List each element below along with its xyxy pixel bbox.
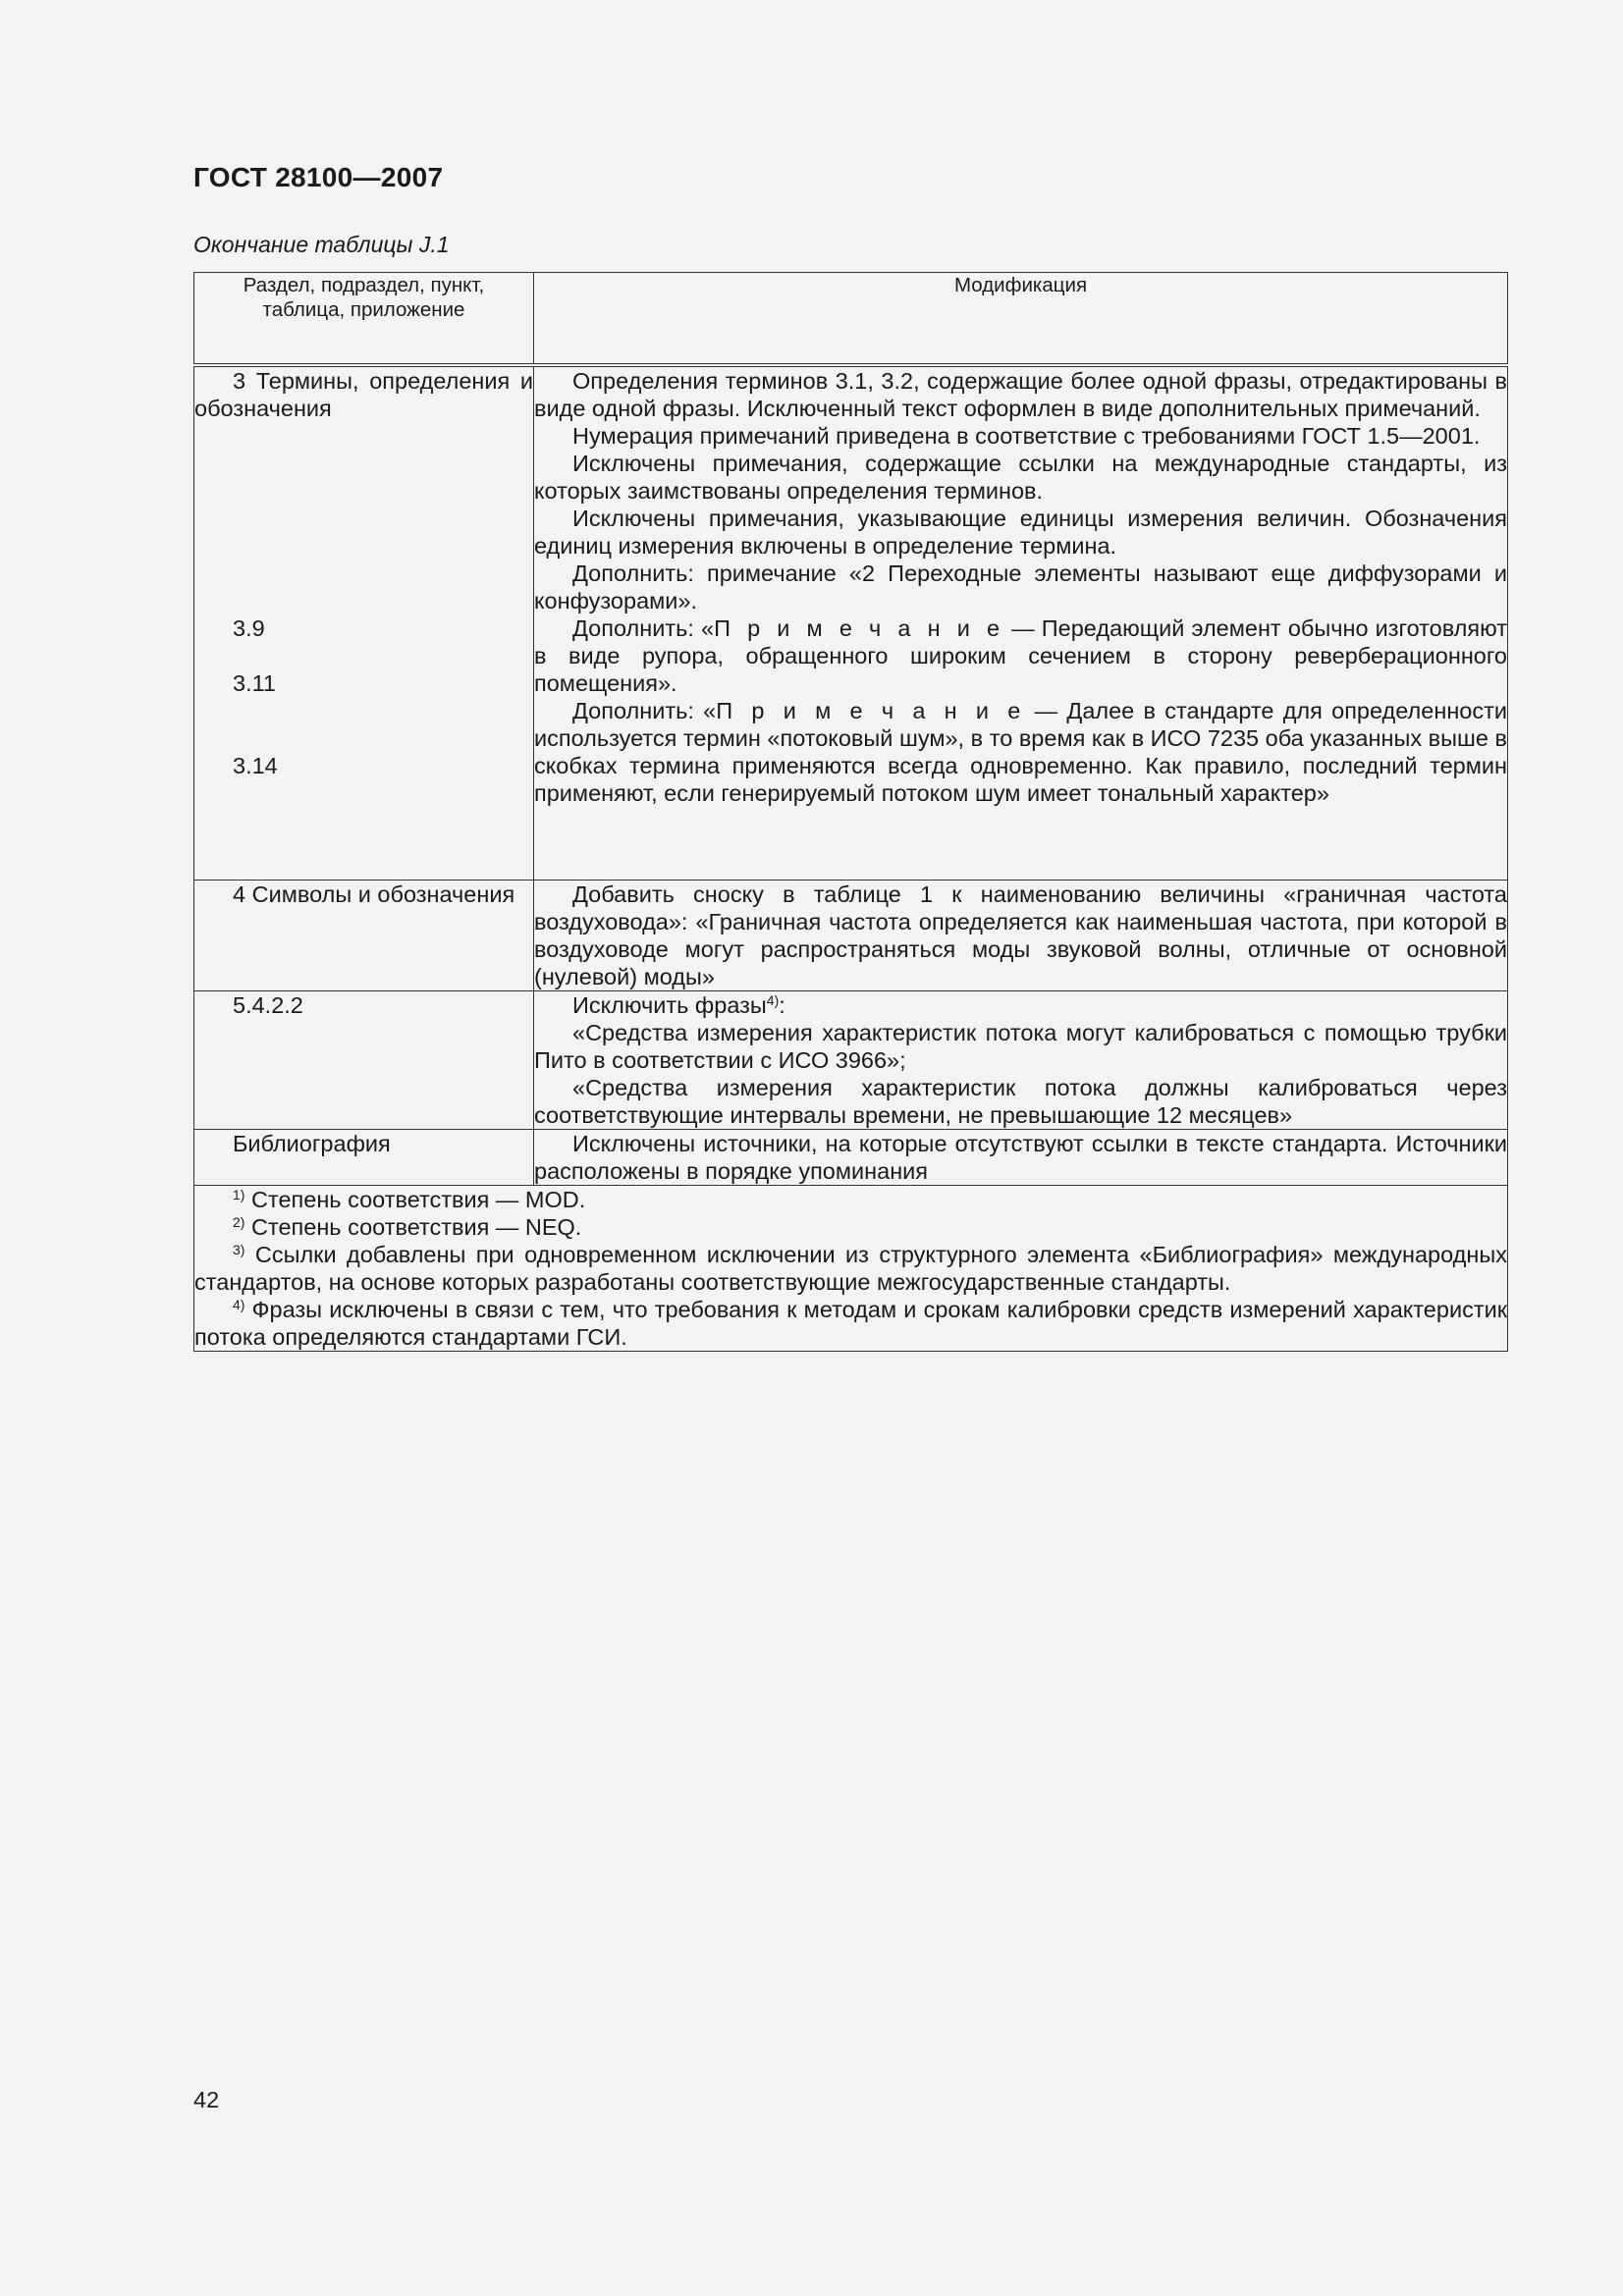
section-label: 5.4.2.2 — [233, 992, 303, 1018]
modification-paragraph: Добавить сноску в таблице 1 к наименованию величины «граничная частота воздуховода»: «Граничная частота определяется как наименьшая частота, при которой в воздуховоде могут распространяться моды звуковой волны, отличные от основной (нулевой) моды» — [534, 881, 1507, 989]
page-number: 42 — [193, 2087, 220, 2112]
footnote: $^{1)}$ Степень соответствия — MOD. — [233, 1187, 586, 1212]
table-row — [194, 991, 1508, 1130]
sub-reference: 3.14 — [233, 753, 278, 778]
document-id: ГОСТ 28100—2007 — [193, 162, 444, 192]
table-row — [194, 365, 1508, 881]
section-cell — [194, 881, 534, 991]
sub-reference: 3.9 — [233, 615, 265, 641]
column-header-modification: Модификация — [534, 273, 1508, 366]
section-cell — [194, 365, 534, 881]
modification-cell — [534, 365, 1508, 881]
footnote: $^{4)}$ Фразы исключены в связи с тем, что требования к методам и срокам калибровки средств измерений характеристик потока определяются стандартами ГСИ. — [194, 1297, 1507, 1350]
table-row — [194, 881, 1508, 991]
footnote: $^{3)}$ Ссылки добавлены при одновременном исключении из структурного элемента «Библиография» международных стандартов, на основе которых разработаны соответствующие межгосударственные стандарты. — [194, 1242, 1507, 1295]
modification-cell — [534, 881, 1508, 991]
modification-paragraph: Дополнить: примечание «2 Переходные элементы называют еще диффузорами и конфузорами». — [534, 561, 1507, 614]
modification-paragraph: Нумерация примечаний приведена в соответствие с требованиями ГОСТ 1.5—2001. — [572, 423, 1481, 449]
modification-paragraph: «Средства измерения характеристик потока должны калиброваться через соответствующие интервалы времени, не превышающие 12 месяцев» — [534, 1075, 1507, 1128]
section-label: Библиография — [233, 1131, 391, 1156]
modification-paragraph: Исключены примечания, содержащие ссылки на международные стандарты, из которых заимствованы определения терминов. — [534, 451, 1507, 504]
modification-paragraph: Исключены примечания, указывающие единицы измерения величин. Обозначения единиц измерения включены в определение термина. — [534, 506, 1507, 559]
modification-paragraph: Определения терминов 3.1, 3.2, содержащие более одной фразы, отредактированы в виде одной фразы. Исключенный текст оформлен в виде дополнительных примечаний. — [534, 368, 1507, 421]
modification-cell — [534, 991, 1508, 1130]
modification-paragraph: Исключить фразы$^{4)}$: — [572, 992, 785, 1018]
sub-reference: 3.11 — [233, 670, 276, 696]
table-header-row — [194, 273, 1508, 366]
modification-paragraph: Дополнить: «П р и м е ч а н и е — Далее в стандарте для определенности используется термин «потоковый шум», в то время как в ИСО 7235 оба указанных выше в скобках термина применяются всегда одновременно. Как правило, последний термин применяют, если генерируемый потоком шум имеет тональный характер» — [534, 698, 1508, 806]
footnotes-cell — [194, 1186, 1508, 1352]
table-caption: Окончание таблицы J.1 — [193, 232, 450, 257]
footnote-ref: 4) — [766, 992, 780, 1008]
note-label: П р и м е ч а н и е — [716, 698, 1026, 723]
modification-paragraph: Дополнить: «П р и м е ч а н и е — Передающий элемент обычно изготовляют в виде рупора, обращенного широким сечением в сторону реверберационного помещения». — [534, 615, 1507, 696]
section-label: 4 Символы и обозначения — [233, 881, 515, 907]
modifications-table — [193, 272, 1508, 1352]
section-label: 3 Термины, определения и обозначения — [194, 368, 533, 421]
section-cell — [194, 1130, 534, 1186]
footnotes-row — [194, 1186, 1508, 1352]
note-label: П р и м е ч а н и е — [714, 615, 1005, 641]
modification-cell — [534, 1130, 1508, 1186]
table-row — [194, 1130, 1508, 1186]
column-header-section: Раздел, подраздел, пункт, таблица, приложение — [194, 273, 534, 366]
section-cell — [194, 991, 534, 1130]
modification-paragraph: Исключены источники, на которые отсутствуют ссылки в тексте стандарта. Источники расположены в порядке упоминания — [534, 1131, 1507, 1184]
footnote: $^{2)}$ Степень соответствия — NEQ. — [233, 1214, 582, 1240]
modification-paragraph: «Средства измерения характеристик потока могут калиброваться с помощью трубки Пито в соответствии с ИСО 3966»; — [534, 1020, 1507, 1073]
